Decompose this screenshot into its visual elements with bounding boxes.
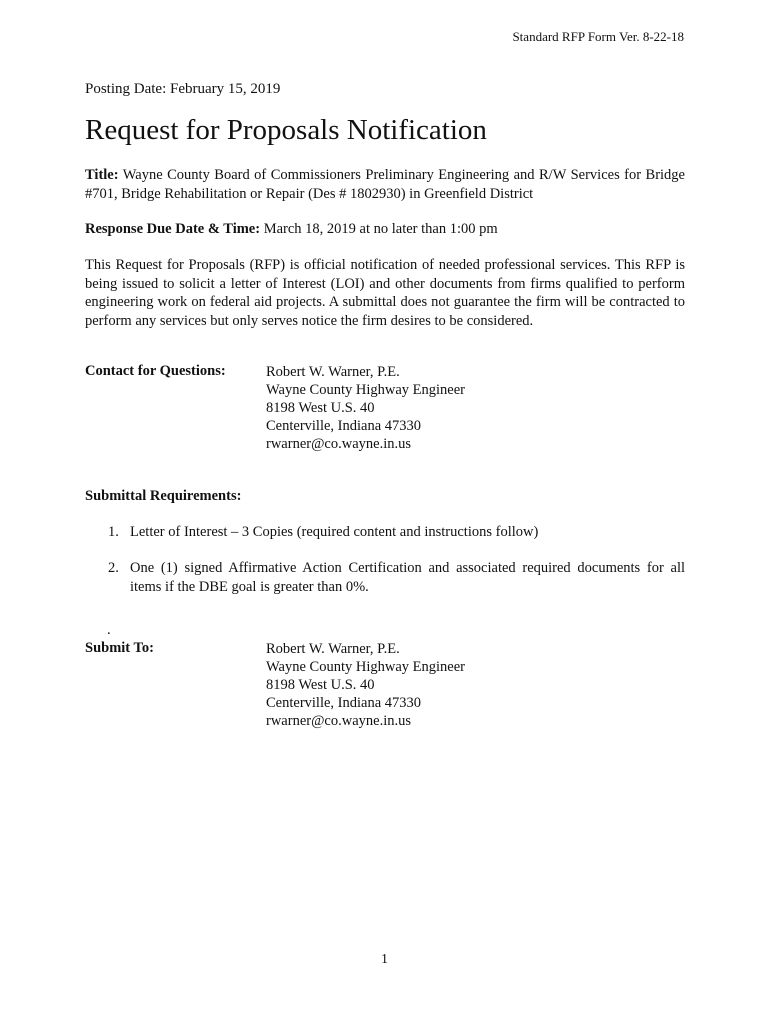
contact-street: 8198 West U.S. 40: [266, 400, 375, 416]
submit-role: Wayne County Highway Engineer: [266, 659, 465, 675]
requirement-number: 2.: [108, 560, 119, 576]
response-due-value: March 18, 2019 at no later than 1:00 pm: [263, 221, 498, 237]
contact-email: rwarner@co.wayne.in.us: [266, 436, 412, 452]
submit-address: [266, 640, 465, 730]
intro-paragraph: This Request for Proposals (RFP) is official notification of needed professional services. This RFP is being issued to solicit a letter of Interest (LOI) and other documents from firms qualified to perform engineering work on federal aid projects. A submittal does not guarantee the firm will be contracted to perform any services but only serves notice the firm desires to be considered.: [85, 257, 685, 329]
contact-label: Contact for Questions:: [85, 363, 226, 379]
response-due-field: [85, 220, 685, 239]
page-title: Request for Proposals Notification: [85, 114, 487, 146]
requirements-heading: Submittal Requirements:: [85, 488, 242, 504]
form-version: Standard RFP Form Ver. 8-22-18: [512, 29, 684, 44]
response-due-label: Response Due Date & Time:: [85, 221, 261, 237]
submit-street: 8198 West U.S. 40: [266, 677, 375, 693]
title-field: [85, 166, 685, 203]
stray-mark: .: [107, 622, 111, 638]
submit-to-label: Submit To:: [85, 640, 154, 656]
requirement-text: Letter of Interest – 3 Copies (required content and instructions follow): [130, 524, 539, 540]
requirement-item: [108, 559, 685, 596]
contact-city: Centerville, Indiana 47330: [266, 418, 422, 434]
requirement-text: One (1) signed Affirmative Action Certification and associated required documents for all items if the DBE goal is greater than 0%.: [130, 560, 685, 595]
title-field-label: Title:: [85, 167, 119, 183]
contact-address: [266, 363, 465, 453]
submit-email: rwarner@co.wayne.in.us: [266, 713, 412, 729]
submit-name: Robert W. Warner, P.E.: [266, 641, 400, 657]
posting-date: Posting Date: February 15, 2019: [85, 81, 281, 97]
requirement-item: [108, 523, 685, 542]
page-number: 1: [381, 952, 388, 967]
submit-city: Centerville, Indiana 47330: [266, 695, 422, 711]
requirement-number: 1.: [108, 524, 119, 540]
contact-role: Wayne County Highway Engineer: [266, 382, 465, 398]
contact-name: Robert W. Warner, P.E.: [266, 364, 400, 380]
title-field-value: Wayne County Board of Commissioners Preliminary Engineering and R/W Services for Bridge #701, Bridge Rehabilitation or Repair (Des # 1802930) in Greenfield District: [85, 167, 685, 202]
